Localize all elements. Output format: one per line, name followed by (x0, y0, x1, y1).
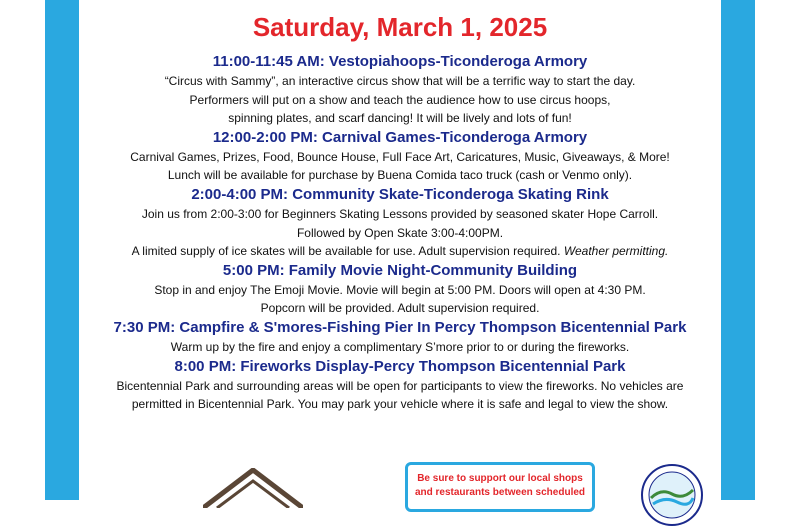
event-block (79, 52, 721, 128)
event-title: 12:00-2:00 PM: Carnival Games-Ticonderoga Armory (212, 128, 588, 146)
event-block (79, 357, 721, 414)
event-description-line: Followed by Open Skate 3:00-4:00PM. (296, 225, 504, 240)
event-title: 7:30 PM: Campfire & S'mores-Fishing Pier In Percy Thompson Bicentennial Park (113, 318, 687, 336)
right-border-bar (721, 0, 755, 500)
support-notice-line: Be sure to support our local shops (417, 473, 583, 484)
event-date-heading: Saturday, March 1, 2025 (252, 12, 548, 42)
event-title: 2:00-4:00 PM: Community Skate-Ticonderoga Skating Rink (191, 185, 609, 203)
event-block (79, 128, 721, 185)
house-logo-icon (203, 468, 303, 508)
event-schedule (79, 52, 721, 414)
event-description-line: Join us from 2:00-3:00 for Beginners Skating Lessons provided by seasoned skater Hope Carroll. (141, 206, 659, 221)
event-flyer (79, 0, 721, 500)
event-description-line: Popcorn will be provided. Adult supervision required. (260, 301, 540, 316)
event-block (79, 261, 721, 318)
weather-note: Weather permitting. (563, 244, 669, 259)
town-seal-logo-icon (641, 464, 703, 526)
event-title: 8:00 PM: Fireworks Display-Percy Thompson Bicentennial Park (174, 357, 626, 375)
event-description-line: Stop in and enjoy The Emoji Movie. Movie will begin at 5:00 PM. Doors will open at 4:30 PM. (154, 282, 646, 297)
support-notice-line: and restaurants between scheduled (414, 487, 586, 498)
event-description-line: permitted in Bicentennial Park. You may park your vehicle where it is safe and legal to view the show. (131, 397, 669, 412)
event-block (79, 318, 721, 357)
event-block (79, 185, 721, 261)
support-local-notice (405, 462, 595, 512)
event-description-line: Lunch will be available for purchase by Buena Comida taco truck (cash or Venmo only). (167, 168, 633, 183)
event-description-line: Performers will put on a show and teach the audience how to use circus hoops, (189, 92, 611, 107)
event-description-line: Bicentennial Park and surrounding areas will be open for participants to view the fireworks. No vehicles are (116, 378, 684, 393)
left-border-bar (45, 0, 79, 500)
event-description-line: spinning plates, and scarf dancing! It will be lively and lots of fun! (228, 111, 572, 126)
event-description-line: Warm up by the fire and enjoy a complimentary S’more prior to or during the fireworks. (170, 339, 630, 354)
event-description-line (79, 242, 721, 261)
event-title: 11:00-11:45 AM: Vestopiahoops-Ticonderoga Armory (212, 53, 588, 70)
event-description-line: “Circus with Sammy”, an interactive circus show that will be a terrific way to start the day. (164, 74, 636, 88)
event-title: 5:00 PM: Family Movie Night-Community Building (222, 261, 578, 279)
event-description-text: A limited supply of ice skates will be available for use. Adult supervision required. (131, 244, 561, 259)
event-description-line: Carnival Games, Prizes, Food, Bounce House, Full Face Art, Caricatures, Music, Giveaways, & More! (130, 149, 670, 164)
